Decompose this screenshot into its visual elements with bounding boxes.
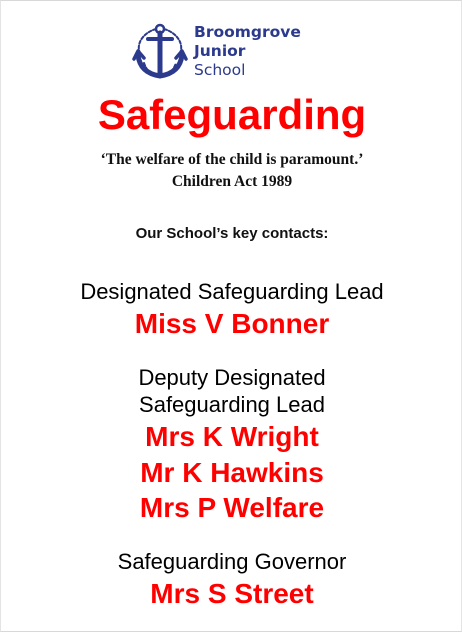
role-designated-lead: Designated Safeguarding Lead	[80, 279, 384, 304]
quote-source: Children Act 1989	[171, 173, 293, 190]
role-governor: Safeguarding Governor	[117, 549, 347, 574]
role-deputy-lead-line-2: Safeguarding Lead	[139, 392, 325, 417]
contact-name: Mr K Hawkins	[140, 457, 324, 488]
contact-name: Mrs K Wright	[145, 421, 319, 452]
school-name-line-2: Junior	[194, 42, 246, 60]
school-logo	[132, 23, 322, 85]
school-name-line-1: Broomgrove	[194, 23, 301, 41]
contact-name: Miss V Bonner	[134, 308, 330, 339]
page-title: Safeguarding	[97, 91, 367, 138]
role-deputy-lead-line-1: Deputy Designated	[138, 365, 326, 390]
key-contacts-heading: Our School’s key contacts:	[135, 225, 329, 242]
quote-line: ‘The welfare of the child is paramount.’	[100, 151, 364, 168]
school-name	[194, 23, 301, 80]
contact-name: Mrs S Street	[150, 578, 314, 609]
contact-name: Mrs P Welfare	[139, 492, 325, 523]
anchor-icon	[132, 23, 188, 85]
school-name-line-3: School	[194, 61, 246, 79]
